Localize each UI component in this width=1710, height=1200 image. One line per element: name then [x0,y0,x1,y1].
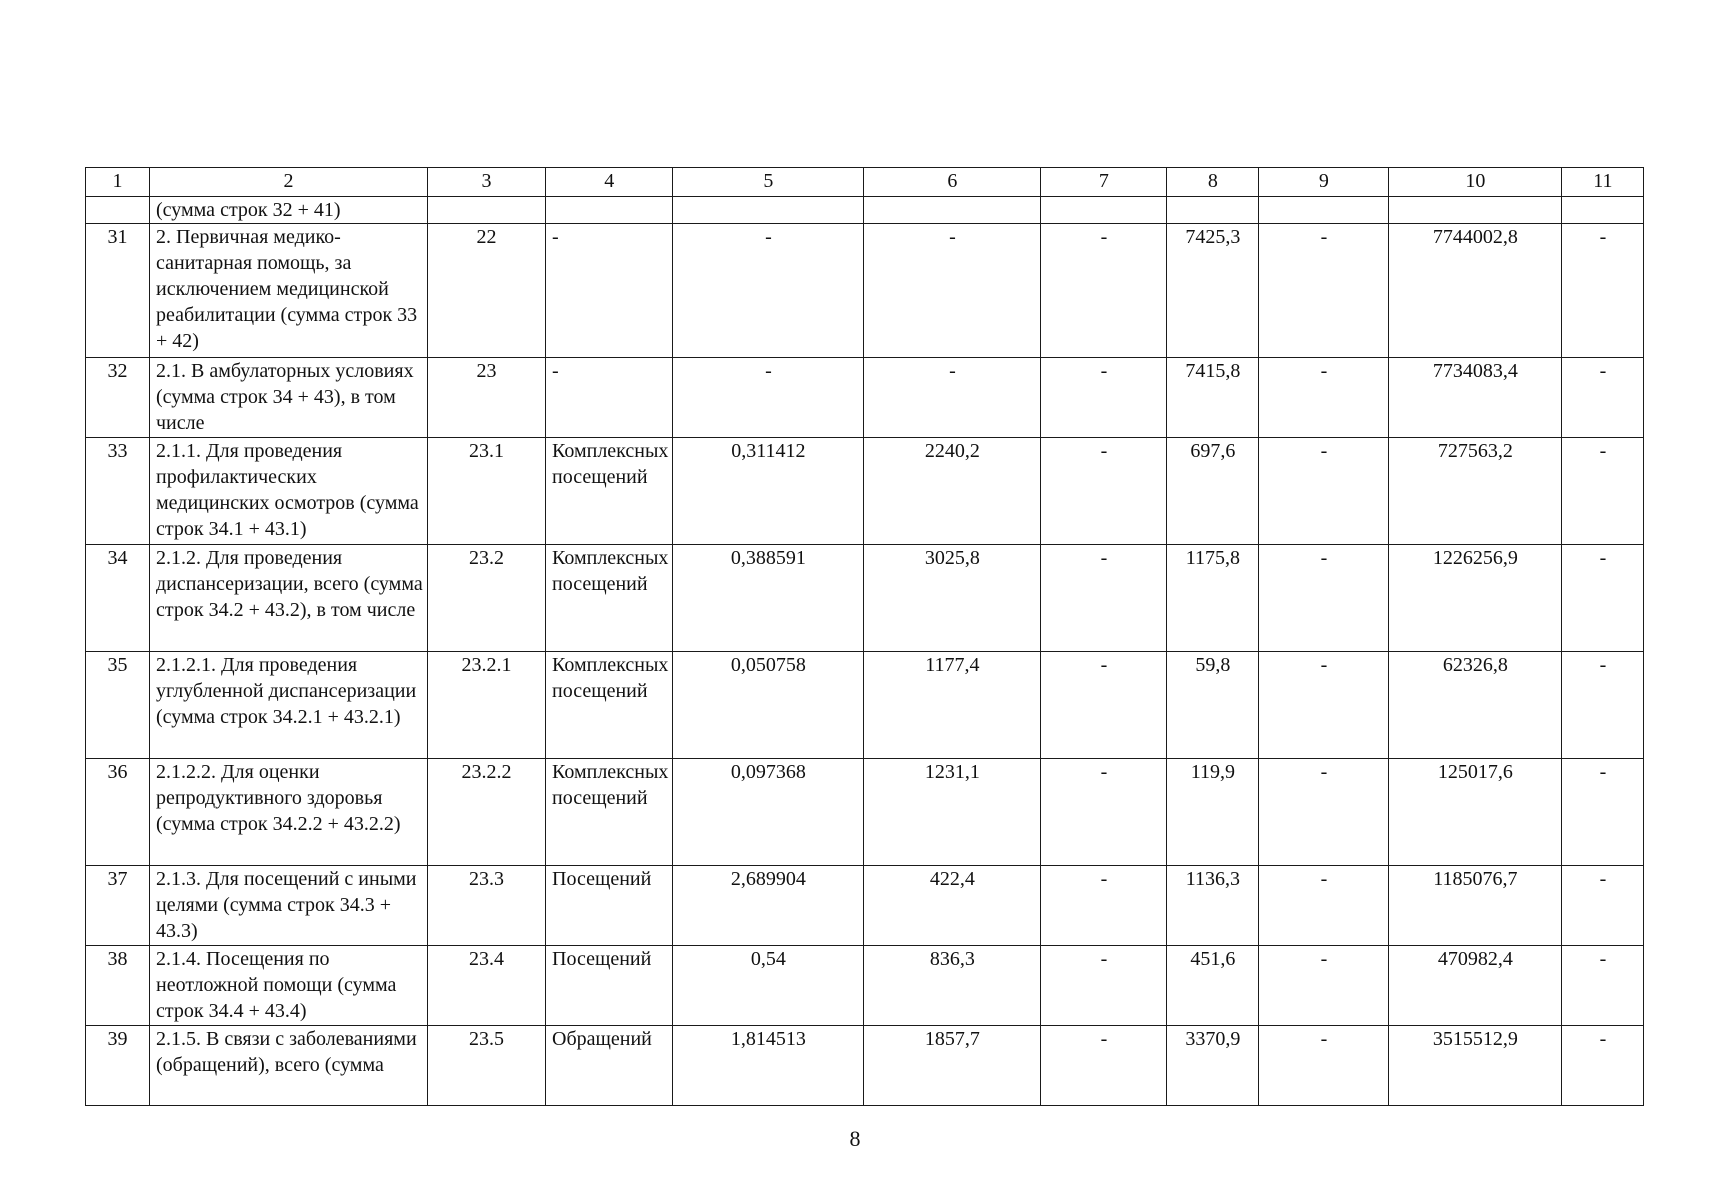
row-unit: Комплексных посещений [546,545,673,652]
cell-col7: - [1041,946,1167,1026]
row-unit: Посещений [546,946,673,1026]
cell-col8: 7425,3 [1167,224,1259,358]
row-code: 23.1 [428,438,546,545]
cell-col11: - [1562,358,1644,438]
row-number: 33 [86,438,150,545]
row-name: 2. Первичная медико-санитарная помощь, за исключением медицинской реабилитации (сумма строк 33 + 42) [150,224,428,358]
row-name: 2.1.5. В связи с заболеваниями (обращений), всего (сумма [150,1026,428,1106]
column-number-cell: 11 [1562,168,1644,197]
cell-col10: 1226256,9 [1389,545,1562,652]
cell-col8: 119,9 [1167,759,1259,866]
row-name: (сумма строк 32 + 41) [150,197,428,224]
row-name: 2.1.3. Для посещений с иными целями (сумма строк 34.3 + 43.3) [150,866,428,946]
cell-col7: - [1041,759,1167,866]
cell-col9: - [1259,946,1389,1026]
cell-col8: 1175,8 [1167,545,1259,652]
cell-col5: 0,311412 [673,438,864,545]
cell-col7: - [1041,545,1167,652]
cell-col8: 697,6 [1167,438,1259,545]
row-number: 37 [86,866,150,946]
cell-col6: 1177,4 [864,652,1041,759]
cell-col5: - [673,358,864,438]
table-row [86,946,1644,1026]
cell-col8: 451,6 [1167,946,1259,1026]
column-number-cell: 2 [150,168,428,197]
table-row [86,1026,1644,1106]
cell-col7: - [1041,652,1167,759]
row-unit: Комплексных посещений [546,652,673,759]
cell-col10: 7734083,4 [1389,358,1562,438]
row-number: 32 [86,358,150,438]
cell-col9: - [1259,759,1389,866]
cell-col10: 1185076,7 [1389,866,1562,946]
cell-col9: - [1259,224,1389,358]
cell-col5: 0,050758 [673,652,864,759]
cell-col11: - [1562,759,1644,866]
row-number: 35 [86,652,150,759]
table-row [86,545,1644,652]
row-unit [546,197,673,224]
cell-col5: 1,814513 [673,1026,864,1106]
cell-col7: - [1041,1026,1167,1106]
table-row [86,438,1644,545]
row-code: 23.4 [428,946,546,1026]
cell-col6: 3025,8 [864,545,1041,652]
row-code: 22 [428,224,546,358]
row-number: 34 [86,545,150,652]
column-number-cell: 8 [1167,168,1259,197]
cell-col9: - [1259,1026,1389,1106]
cell-col9: - [1259,652,1389,759]
cell-col9: - [1259,545,1389,652]
row-code: 23.5 [428,1026,546,1106]
cell-col8: 1136,3 [1167,866,1259,946]
cell-col10: 470982,4 [1389,946,1562,1026]
cell-col9: - [1259,438,1389,545]
cell-col6: 1857,7 [864,1026,1041,1106]
row-name: 2.1.2. Для проведения диспансеризации, всего (сумма строк 34.2 + 43.2), в том числе [150,545,428,652]
cell-col6: 1231,1 [864,759,1041,866]
row-unit: - [546,224,673,358]
row-number: 39 [86,1026,150,1106]
cell-col6: - [864,224,1041,358]
cell-col9: - [1259,358,1389,438]
cell-col8 [1167,197,1259,224]
row-code: 23.3 [428,866,546,946]
cell-col7: - [1041,438,1167,545]
row-code: 23.2.2 [428,759,546,866]
column-number-cell: 6 [864,168,1041,197]
row-number [86,197,150,224]
row-name: 2.1.2.1. Для проведения углубленной диспансеризации (сумма строк 34.2.1 + 43.2.1) [150,652,428,759]
table-row [86,224,1644,358]
column-number-cell: 9 [1259,168,1389,197]
cell-col8: 7415,8 [1167,358,1259,438]
cell-col7: - [1041,358,1167,438]
column-number-cell: 5 [673,168,864,197]
cell-col5: 0,388591 [673,545,864,652]
cell-col11: - [1562,1026,1644,1106]
cell-col7: - [1041,866,1167,946]
cell-col6: - [864,358,1041,438]
cell-col11: - [1562,946,1644,1026]
row-code [428,197,546,224]
cell-col10: 125017,6 [1389,759,1562,866]
row-name: 2.1.4. Посещения по неотложной помощи (сумма строк 34.4 + 43.4) [150,946,428,1026]
row-unit: Обращений [546,1026,673,1106]
cell-col11: - [1562,224,1644,358]
column-number-cell: 3 [428,168,546,197]
cell-col6: 422,4 [864,866,1041,946]
row-code: 23.2.1 [428,652,546,759]
cell-col5: 0,54 [673,946,864,1026]
cell-col5: - [673,224,864,358]
cell-col9 [1259,197,1389,224]
data-table [85,167,1644,1106]
cell-col11: - [1562,545,1644,652]
row-number: 38 [86,946,150,1026]
row-code: 23 [428,358,546,438]
cell-col7: - [1041,224,1167,358]
row-name: 2.1.2.2. Для оценки репродуктивного здоровья (сумма строк 34.2.2 + 43.2.2) [150,759,428,866]
column-number-cell: 4 [546,168,673,197]
row-unit: Комплексных посещений [546,438,673,545]
cell-col10: 7744002,8 [1389,224,1562,358]
cell-col10: 727563,2 [1389,438,1562,545]
row-number: 31 [86,224,150,358]
cell-col7 [1041,197,1167,224]
column-number-cell: 7 [1041,168,1167,197]
cell-col11 [1562,197,1644,224]
table-row [86,759,1644,866]
cell-col6 [864,197,1041,224]
row-unit: Комплексных посещений [546,759,673,866]
column-number-row [86,168,1644,197]
row-number: 36 [86,759,150,866]
cell-col5: 0,097368 [673,759,864,866]
table-row [86,197,1644,224]
cell-col6: 836,3 [864,946,1041,1026]
cell-col11: - [1562,652,1644,759]
table-row [86,652,1644,759]
cell-col8: 59,8 [1167,652,1259,759]
cell-col10 [1389,197,1562,224]
row-name: 2.1.1. Для проведения профилактических медицинских осмотров (сумма строк 34.1 + 43.1) [150,438,428,545]
cell-col6: 2240,2 [864,438,1041,545]
row-unit: - [546,358,673,438]
cell-col11: - [1562,866,1644,946]
column-number-cell: 1 [86,168,150,197]
column-number-cell: 10 [1389,168,1562,197]
cell-col5: 2,689904 [673,866,864,946]
table-row [86,866,1644,946]
cell-col11: - [1562,438,1644,545]
cell-col9: - [1259,866,1389,946]
cell-col10: 62326,8 [1389,652,1562,759]
cell-col5 [673,197,864,224]
row-unit: Посещений [546,866,673,946]
row-code: 23.2 [428,545,546,652]
row-name: 2.1. В амбулаторных условиях (сумма строк 34 + 43), в том числе [150,358,428,438]
table-row [86,358,1644,438]
cell-col10: 3515512,9 [1389,1026,1562,1106]
page-number: 8 [849,1126,861,1151]
cell-col8: 3370,9 [1167,1026,1259,1106]
